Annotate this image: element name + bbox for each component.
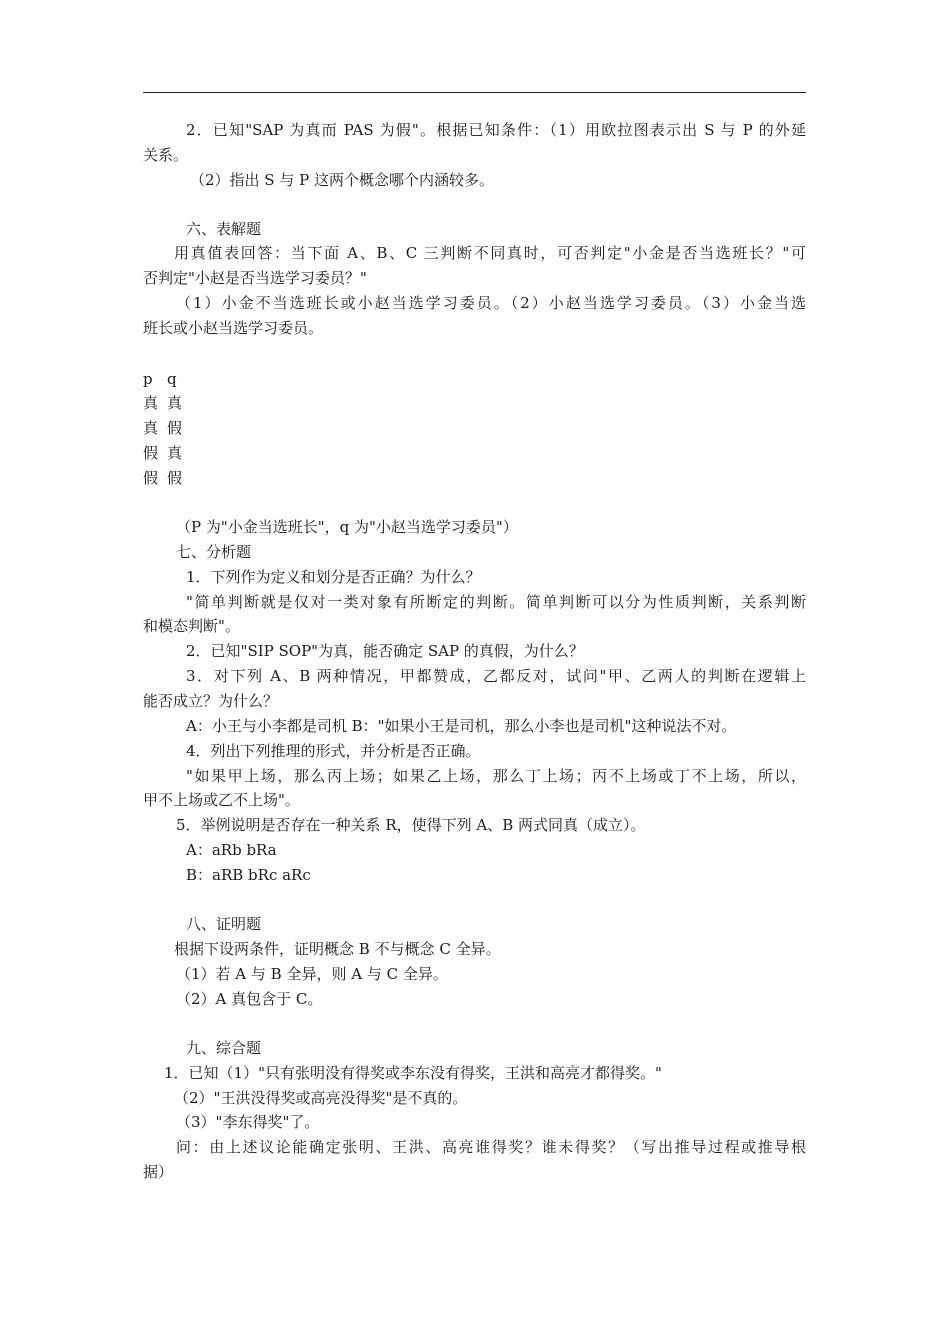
s7-q4-quote-line-1: "如果甲上场，那么丙上场；如果乙上场，那么丁上场；丙不上场或丁不上场，所以， [186,767,806,785]
q2-line-1: 2．已知"SAP 为真而 PAS 为假"。根据已知条件：（1）用欧拉图表示出 S 与 P 的外延 [186,121,806,139]
q2-line-3: （2）指出 S 与 P 这两个概念哪个内涵较多。 [190,171,494,189]
section-7-heading: 七、分析题 [176,543,252,561]
truth-table-row [143,443,191,463]
s7-q4-quote-line-2: 甲不上场或乙不上场"。 [143,791,300,809]
truth-table-cell: 真 [143,394,159,412]
s6-variable-note: （P 为"小金当选班长"，q 为"小赵当选学习委员"） [176,518,518,536]
truth-table-cell: 真 [167,444,183,462]
s9-q1-line-2: （2）"王洪没得奖或高亮没得奖"是不真的。 [174,1089,468,1107]
s7-q2: 2．已知"SIP SOP"为真，能否确定 SAP 的真假，为什么？ [186,642,584,660]
s6-question-line-1: 用真值表回答：当下面 A、B、C 三判断不同真时，可否判定"小金是否当选班长？"可 [174,244,806,262]
s7-q3-line-1: 3．对下列 A、B 两种情况，甲都赞成，乙都反对，试问"甲、乙两人的判断在逻辑上 [186,667,806,685]
s9-ask-line-2: 据） [143,1163,174,1181]
truth-table-row [143,418,191,438]
truth-table-cell: 真 [143,419,159,437]
s7-q4: 4．列出下列推理的形式，并分析是否正确。 [186,742,481,760]
s7-q3-options: A：小王与小李都是司机 B："如果小王是司机，那么小李也是司机"这种说法不对。 [186,717,737,735]
section-6-heading: 六、表解题 [186,220,262,238]
header-rule [143,92,806,93]
s9-q1-line-3: （3）"李东得奖"了。 [176,1113,320,1131]
truth-table-header [143,369,191,389]
s8-intro: 根据下设两条件，证明概念 B 不与概念 C 全异。 [174,940,501,958]
s8-condition-2: （2）A 真包含于 C。 [176,990,323,1008]
q2-line-2: 关系。 [143,146,189,164]
section-8-heading: 八、证明题 [186,915,262,933]
truth-table-header-q: q [167,370,177,388]
truth-table-cell: 假 [167,419,183,437]
truth-table-header-p: p [143,370,153,388]
s8-condition-1: （1）若 A 与 B 全异，则 A 与 C 全异。 [176,965,448,983]
s7-q5-formula-a: A：aRb bRa [186,841,277,859]
s7-q5-formula-b: B：aRB bRc aRc [186,866,311,884]
s9-ask-line-1: 问：由上述议论能确定张明、王洪、高亮谁得奖？谁未得奖？（写出推导过程或推导根 [176,1138,806,1156]
truth-table-cell: 假 [143,469,159,487]
s7-q1-quote-line-2: 和模态判断"。 [143,617,240,635]
s7-q3-line-2: 能否成立？为什么？ [143,692,279,710]
s6-question-line-2: 否判定"小赵是否当选学习委员？" [143,269,367,287]
truth-table-row [143,393,191,413]
truth-table-cell: 假 [143,444,159,462]
s7-q5: 5．举例说明是否存在一种关系 R，使得下列 A、B 两式同真（成立）。 [176,816,646,834]
s6-conditions-line-2: 班长或小赵当选学习委员。 [143,319,324,337]
truth-table-row [143,468,191,488]
s7-q1: 1．下列作为定义和划分是否正确？为什么？ [186,568,481,586]
s9-q1-line-1: 1．已知（1）"只有张明没有得奖或李东没有得奖，王洪和高亮才都得奖。" [164,1064,662,1082]
section-9-heading: 九、综合题 [186,1039,262,1057]
s6-conditions-line-1: （1）小金不当选班长或小赵当选学习委员。（2）小赵当选学习委员。（3）小金当选 [176,294,806,312]
s7-q1-quote-line-1: "简单判断就是仅对一类对象有所断定的判断。简单判断可以分为性质判断，关系判断 [186,593,806,611]
truth-table-cell: 真 [167,394,183,412]
truth-table-cell: 假 [167,469,183,487]
